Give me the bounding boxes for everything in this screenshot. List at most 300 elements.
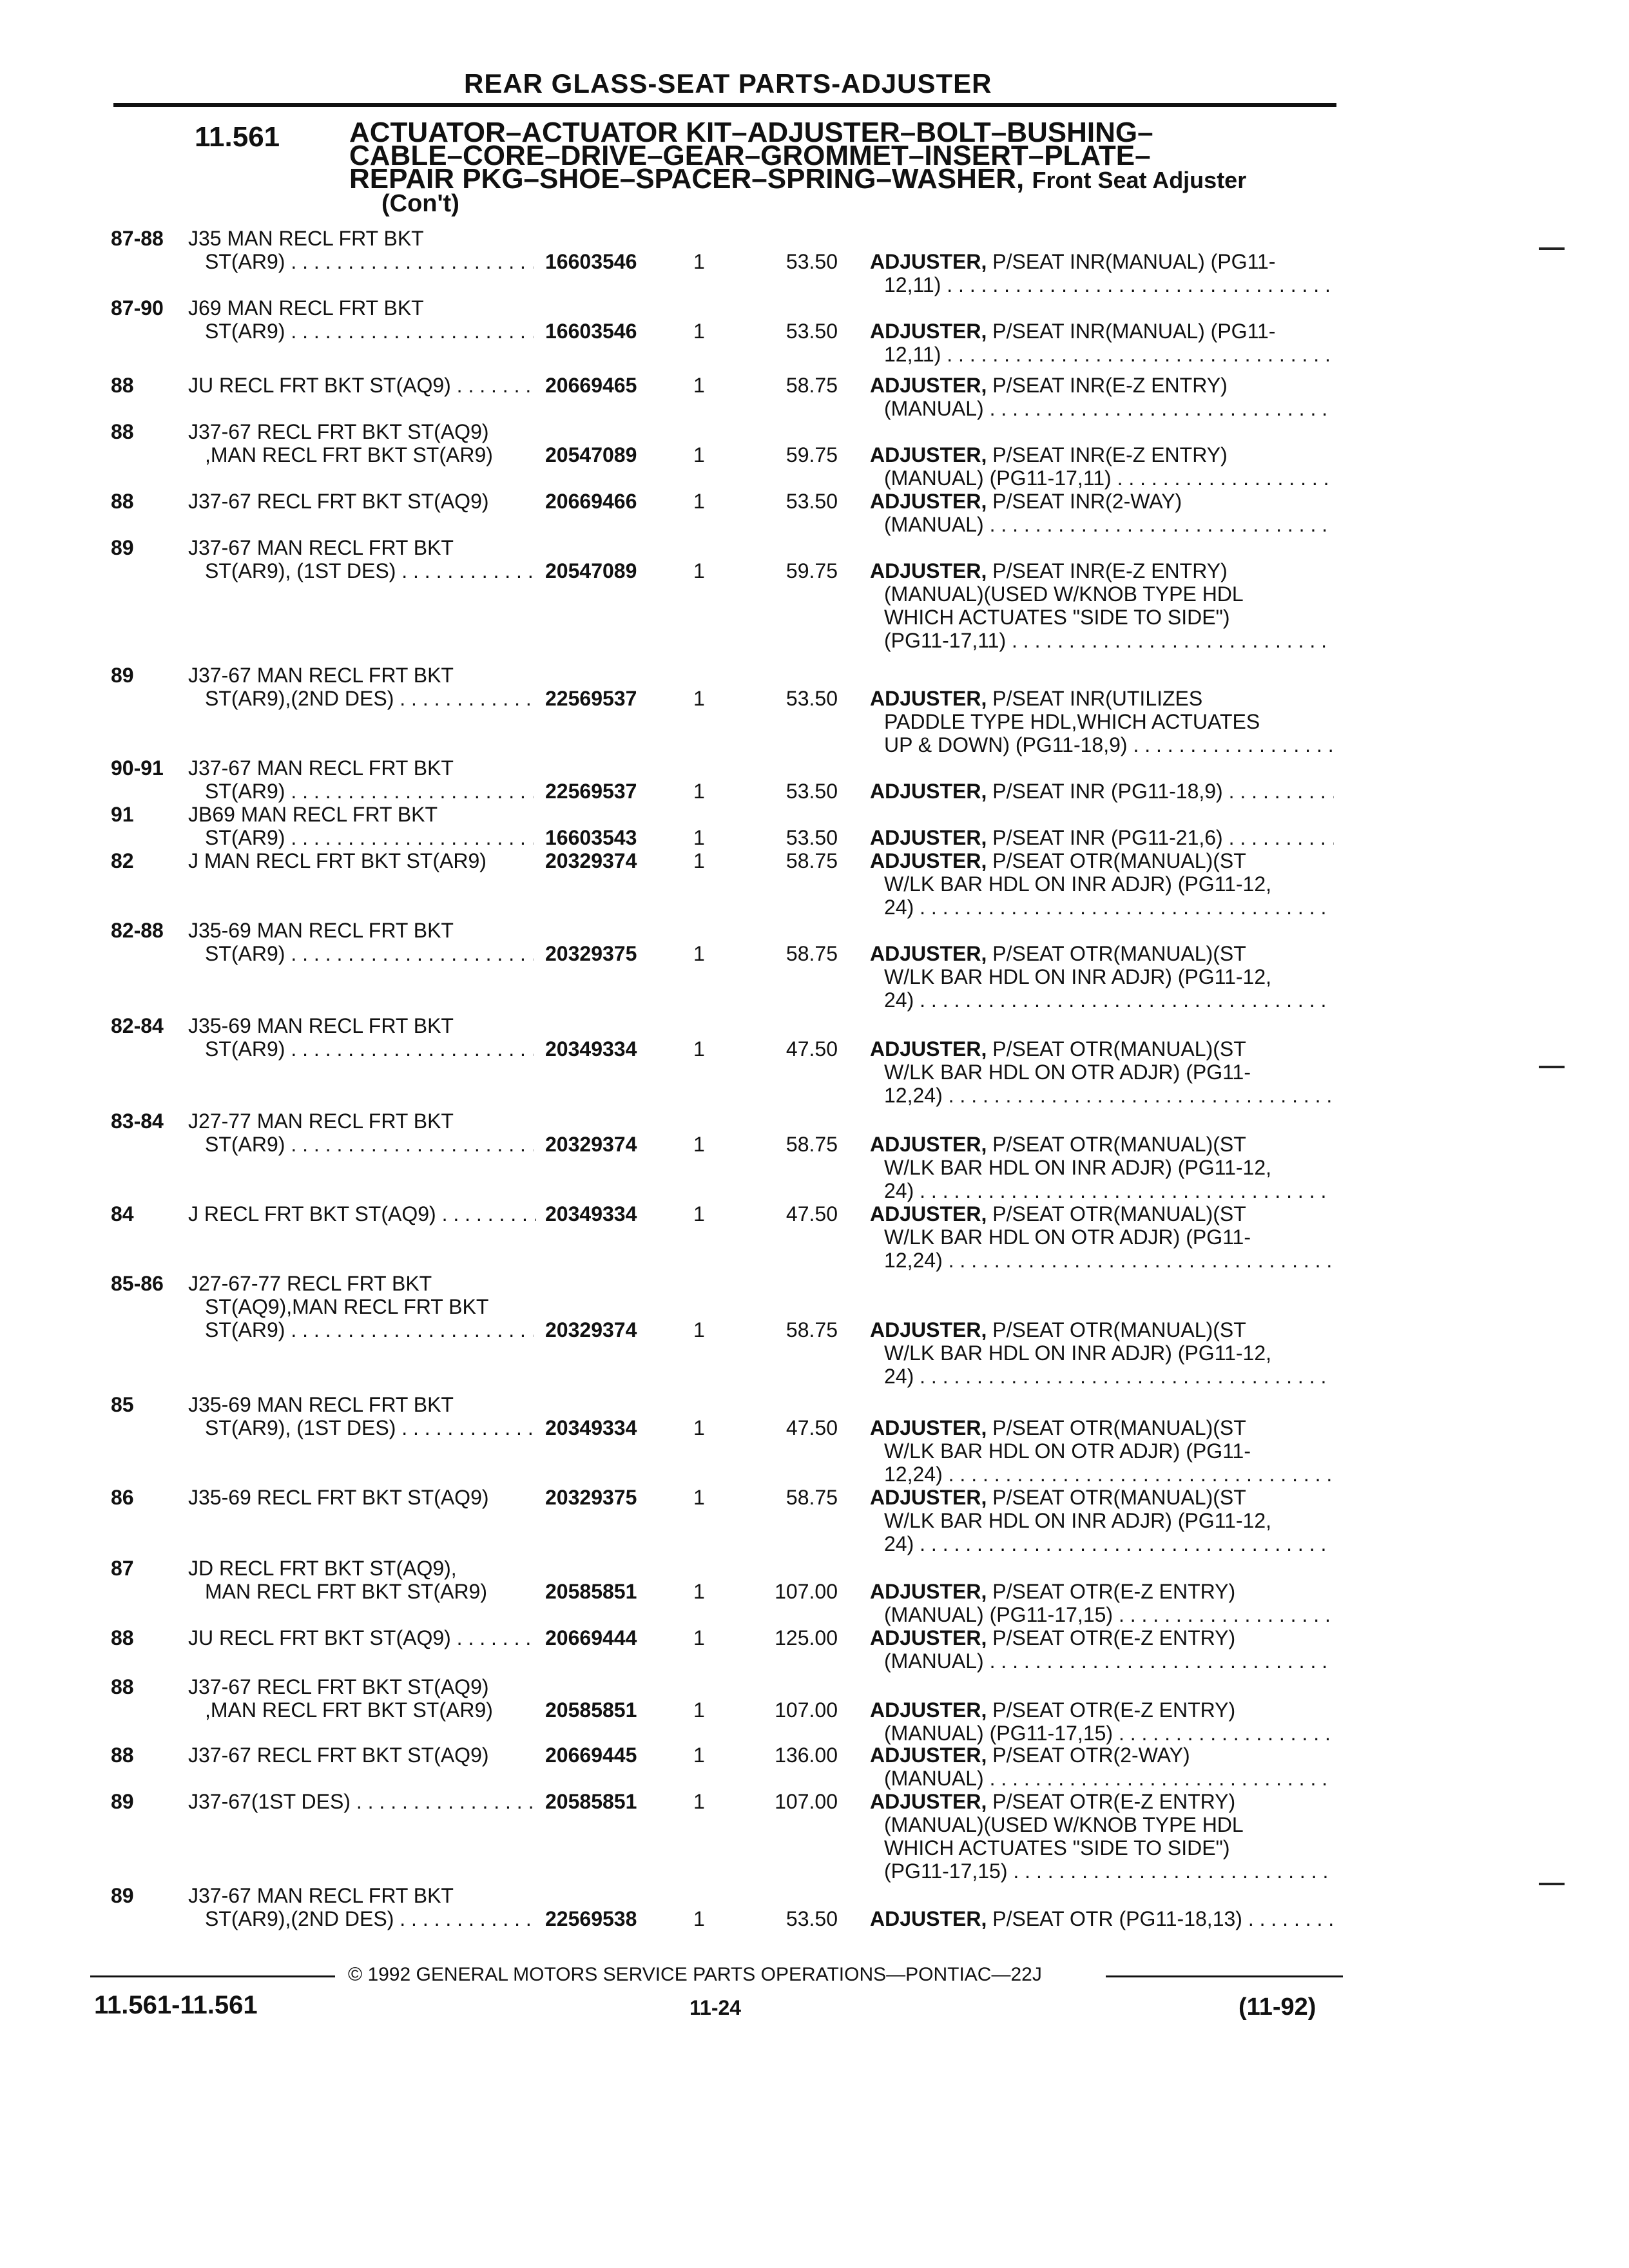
part-description-text: UP & DOWN) (PG11-18,9): [884, 733, 1128, 756]
part-description-line: [870, 1061, 1334, 1084]
part-description-line: [870, 490, 1334, 513]
price: 53.50: [786, 490, 838, 513]
model-year: 89: [111, 1790, 134, 1813]
part-description-line: [870, 1744, 1334, 1767]
part-description-line: [870, 320, 1334, 343]
part-name: ADJUSTER,: [870, 1416, 987, 1439]
application-description-cont: ST(AR9) . . .: [205, 780, 534, 803]
model-year: 88: [111, 1744, 134, 1767]
part-description-line: [870, 1439, 1334, 1463]
part-description-text: W/LK BAR HDL ON INR ADJR) (PG11-12,: [884, 872, 1272, 896]
part-description-text: 24): [884, 1532, 914, 1555]
model-year: 89: [111, 1884, 134, 1907]
part-description: [870, 1580, 1334, 1626]
part-description-text: P/SEAT INR(MANUAL) (PG11-: [992, 320, 1276, 343]
part-description-line: [870, 1603, 1334, 1626]
quantity: 1: [693, 849, 705, 872]
model-year: 85: [111, 1393, 134, 1416]
quantity: 1: [693, 942, 705, 965]
part-description-line: [870, 1698, 1334, 1722]
application-description-cont: ST(AR9),(2ND DES) . . .: [205, 1907, 534, 1930]
part-number: 20349334: [545, 1416, 637, 1439]
price: 58.75: [786, 374, 838, 397]
part-description-line: [870, 250, 1334, 273]
part-description-text: 12,11): [884, 343, 941, 366]
model-year: 88: [111, 1626, 134, 1649]
part-description-line: [870, 1486, 1334, 1509]
part-description-line: [870, 582, 1334, 606]
footer-rule-left: [90, 1975, 335, 1977]
model-year: 87: [111, 1557, 134, 1580]
part-description: [870, 490, 1334, 536]
part-description-line: [870, 896, 1334, 919]
application-description-cont: MAN RECL FRT BKT ST(AR9): [205, 1580, 487, 1603]
part-number: 20329375: [545, 942, 637, 965]
part-description-text: 24): [884, 1365, 914, 1388]
application-description: J RECL FRT BKT ST(AQ9) . . .: [188, 1202, 536, 1225]
quantity: 1: [693, 687, 705, 710]
footer-section-range: 11.561-11.561: [94, 1991, 258, 2019]
application-description: J69 MAN RECL FRT BKT: [188, 296, 424, 320]
part-description-line: [870, 780, 1334, 803]
part-name: ADJUSTER,: [870, 1202, 987, 1225]
part-description-text: 12,24): [884, 1463, 943, 1486]
part-description: [870, 250, 1334, 296]
application-description: J35-69 MAN RECL FRT BKT: [188, 1393, 454, 1416]
part-description-line: [870, 826, 1334, 849]
quantity: 1: [693, 780, 705, 803]
quantity: 1: [693, 826, 705, 849]
application-description: J35-69 MAN RECL FRT BKT: [188, 919, 454, 942]
part-name: ADJUSTER,: [870, 1318, 987, 1341]
application-description: J27-67-77 RECL FRT BKT: [188, 1272, 432, 1295]
part-number: 16603546: [545, 250, 637, 273]
header-rule: [113, 103, 1336, 107]
part-description-line: [870, 965, 1334, 988]
part-number: 20349334: [545, 1202, 637, 1225]
part-number: 16603543: [545, 826, 637, 849]
part-name: ADJUSTER,: [870, 490, 987, 513]
part-description-line: [870, 1813, 1334, 1836]
section-title-tail: Front Seat Adjuster: [1032, 167, 1247, 193]
part-description-text: 24): [884, 988, 914, 1012]
application-description-cont: ST(AR9) . . .: [205, 320, 534, 343]
part-description-line: [870, 1037, 1334, 1061]
price: 107.00: [775, 1790, 838, 1813]
part-description: [870, 687, 1334, 756]
part-description-text: P/SEAT OTR(MANUAL)(ST: [992, 942, 1246, 965]
part-description-line: [870, 606, 1334, 629]
part-description-text: 12,24): [884, 1249, 943, 1272]
price: 47.50: [786, 1416, 838, 1439]
part-description-line: [870, 710, 1334, 733]
price: 107.00: [775, 1580, 838, 1603]
part-description-text: P/SEAT OTR(MANUAL)(ST: [992, 1202, 1246, 1225]
part-description-text: (MANUAL)(USED W/KNOB TYPE HDL: [884, 1813, 1244, 1836]
part-description: [870, 1698, 1334, 1745]
part-description-text: P/SEAT INR(UTILIZES: [992, 687, 1203, 710]
part-name: ADJUSTER,: [870, 559, 987, 582]
application-description: J MAN RECL FRT BKT ST(AR9): [188, 849, 487, 872]
price: 53.50: [786, 250, 838, 273]
application-description-cont: ST(AR9) . . .: [205, 250, 534, 273]
part-description-line: [870, 872, 1334, 896]
part-number: 16603546: [545, 320, 637, 343]
part-description-line: [870, 1318, 1334, 1341]
part-name: ADJUSTER,: [870, 1698, 987, 1722]
price: 125.00: [775, 1626, 838, 1649]
part-number: 20547089: [545, 443, 637, 466]
part-name: ADJUSTER,: [870, 826, 987, 849]
quantity: 1: [693, 1486, 705, 1509]
price: 53.50: [786, 780, 838, 803]
part-description-line: [870, 466, 1334, 490]
part-description: [870, 1318, 1334, 1388]
part-description: [870, 1790, 1334, 1883]
quantity: 1: [693, 1744, 705, 1767]
quantity: 1: [693, 1626, 705, 1649]
part-description-line: [870, 1790, 1334, 1813]
part-name: ADJUSTER,: [870, 942, 987, 965]
part-description-text: 12,24): [884, 1084, 943, 1107]
part-description-line: [870, 1626, 1334, 1649]
part-description-line: [870, 1532, 1334, 1555]
part-description-text: (PG11-17,15): [884, 1860, 1008, 1883]
part-description-text: P/SEAT INR(2-WAY): [992, 490, 1182, 513]
part-description-text: P/SEAT INR (PG11-21,6): [992, 826, 1223, 849]
application-description: J37-67 MAN RECL FRT BKT: [188, 536, 454, 559]
part-description: [870, 374, 1334, 420]
part-number: 20669465: [545, 374, 637, 397]
application-description: J27-77 MAN RECL FRT BKT: [188, 1110, 454, 1133]
price: 47.50: [786, 1202, 838, 1225]
application-description: J35-69 MAN RECL FRT BKT: [188, 1014, 454, 1037]
quantity: 1: [693, 1416, 705, 1439]
application-description: J37-67 RECL FRT BKT ST(AQ9): [188, 1744, 489, 1767]
part-description: [870, 443, 1334, 490]
quantity: 1: [693, 1037, 705, 1061]
quantity: 1: [693, 1790, 705, 1813]
part-number: 20585851: [545, 1790, 637, 1813]
price: 59.75: [786, 559, 838, 582]
part-description-text: (MANUAL): [884, 1767, 984, 1790]
quantity: 1: [693, 1318, 705, 1341]
part-description-line: [870, 1341, 1334, 1365]
part-description-text: (MANUAL)(USED W/KNOB TYPE HDL: [884, 582, 1244, 606]
part-description: [870, 826, 1334, 849]
part-description-text: P/SEAT INR(MANUAL) (PG11-: [992, 250, 1276, 273]
part-description: [870, 1486, 1334, 1555]
part-description-line: [870, 1580, 1334, 1603]
model-year: 91: [111, 803, 134, 826]
part-description-text: P/SEAT OTR(E-Z ENTRY): [992, 1790, 1236, 1813]
part-description-text: P/SEAT OTR(MANUAL)(ST: [992, 1133, 1246, 1156]
part-description: [870, 320, 1334, 366]
model-year: 84: [111, 1202, 134, 1225]
model-year: 90-91: [111, 756, 164, 780]
part-description-text: WHICH ACTUATES "SIDE TO SIDE"): [884, 1836, 1230, 1860]
part-number: 20329374: [545, 1133, 637, 1156]
application-description: ST(AQ9),MAN RECL FRT BKT: [205, 1295, 489, 1318]
quantity: 1: [693, 320, 705, 343]
quantity: 1: [693, 490, 705, 513]
part-description-line: [870, 988, 1334, 1012]
part-description-text: W/LK BAR HDL ON INR ADJR) (PG11-12,: [884, 1341, 1272, 1365]
part-description-text: (PG11-17,11): [884, 629, 1007, 652]
copyright-notice: © 1992 GENERAL MOTORS SERVICE PARTS OPERATIONS—PONTIAC—22J: [348, 1964, 1042, 1985]
part-description: [870, 780, 1334, 803]
part-number: 20349334: [545, 1037, 637, 1061]
part-description-line: [870, 733, 1334, 756]
part-description: [870, 849, 1334, 919]
application-description: JU RECL FRT BKT ST(AQ9) . . .: [188, 374, 536, 397]
part-number: 20585851: [545, 1698, 637, 1722]
footer-rule-right: [1106, 1975, 1343, 1977]
part-name: ADJUSTER,: [870, 250, 987, 273]
part-name: ADJUSTER,: [870, 1037, 987, 1061]
part-description-text: (MANUAL): [884, 1649, 984, 1673]
margin-tick: [1539, 1883, 1565, 1885]
price: 58.75: [786, 1318, 838, 1341]
part-description-line: [870, 1907, 1334, 1930]
part-description-text: W/LK BAR HDL ON OTR ADJR) (PG11-: [884, 1061, 1251, 1084]
application-description: JD RECL FRT BKT ST(AQ9),: [188, 1557, 457, 1580]
application-description-cont: ST(AR9) . . .: [205, 1037, 534, 1061]
part-description-line: [870, 1202, 1334, 1225]
part-description-line: [870, 1133, 1334, 1156]
model-year: 82: [111, 849, 134, 872]
part-description-line: [870, 559, 1334, 582]
model-year: 89: [111, 536, 134, 559]
price: 53.50: [786, 826, 838, 849]
part-description-line: [870, 1084, 1334, 1107]
model-year: 88: [111, 374, 134, 397]
quantity: 1: [693, 443, 705, 466]
application-description: JB69 MAN RECL FRT BKT: [188, 803, 438, 826]
footer-date: (11-92): [1239, 1994, 1316, 2021]
application-description-cont: ST(AR9) . . .: [205, 942, 534, 965]
part-description-text: WHICH ACTUATES "SIDE TO SIDE"): [884, 606, 1230, 629]
part-description-text: P/SEAT INR(E-Z ENTRY): [992, 559, 1228, 582]
part-description: [870, 1202, 1334, 1272]
part-name: ADJUSTER,: [870, 320, 987, 343]
part-description-text: P/SEAT OTR(MANUAL)(ST: [992, 1037, 1246, 1061]
part-description-text: P/SEAT OTR(2-WAY): [992, 1744, 1190, 1767]
part-description-line: [870, 397, 1334, 420]
model-year: 87-88: [111, 227, 164, 250]
model-year: 88: [111, 1675, 134, 1698]
application-description: J37-67 RECL FRT BKT ST(AQ9): [188, 420, 489, 443]
part-name: ADJUSTER,: [870, 1580, 987, 1603]
part-number: 20329375: [545, 1486, 637, 1509]
part-description: [870, 1037, 1334, 1107]
part-description-line: [870, 1249, 1334, 1272]
part-description: [870, 1416, 1334, 1486]
part-description-text: P/SEAT OTR(E-Z ENTRY): [992, 1626, 1236, 1649]
part-description-line: [870, 1416, 1334, 1439]
price: 47.50: [786, 1037, 838, 1061]
margin-tick: [1539, 1066, 1565, 1068]
part-number: 20329374: [545, 1318, 637, 1341]
part-description-text: P/SEAT OTR(MANUAL)(ST: [992, 849, 1246, 872]
part-description: [870, 1626, 1334, 1673]
section-title: [349, 117, 1354, 217]
application-description-cont: ,MAN RECL FRT BKT ST(AR9): [205, 443, 493, 466]
part-description-text: W/LK BAR HDL ON INR ADJR) (PG11-12,: [884, 1156, 1272, 1179]
model-year: 85-86: [111, 1272, 164, 1295]
part-number: 22569537: [545, 687, 637, 710]
part-name: ADJUSTER,: [870, 687, 987, 710]
part-description-line: [870, 1156, 1334, 1179]
part-name: ADJUSTER,: [870, 780, 987, 803]
part-description-text: P/SEAT INR (PG11-18,9): [992, 780, 1223, 803]
part-description-line: [870, 273, 1334, 296]
part-number: 20329374: [545, 849, 637, 872]
application-description-cont: ST(AR9) . . .: [205, 1133, 534, 1156]
quantity: 1: [693, 1133, 705, 1156]
part-description-text: W/LK BAR HDL ON INR ADJR) (PG11-12,: [884, 965, 1272, 988]
part-description-line: [870, 849, 1334, 872]
part-description-line: [870, 687, 1334, 710]
part-name: ADJUSTER,: [870, 1790, 987, 1813]
part-name: ADJUSTER,: [870, 1744, 987, 1767]
part-description: [870, 1744, 1334, 1790]
part-description-text: P/SEAT OTR (PG11-18,13): [992, 1907, 1242, 1930]
price: 59.75: [786, 443, 838, 466]
part-description-text: W/LK BAR HDL ON OTR ADJR) (PG11-: [884, 1225, 1251, 1249]
part-description-text: P/SEAT INR(E-Z ENTRY): [992, 443, 1228, 466]
model-year: 86: [111, 1486, 134, 1509]
part-description-text: 24): [884, 1179, 914, 1202]
part-description-line: [870, 1365, 1334, 1388]
part-description-text: W/LK BAR HDL ON OTR ADJR) (PG11-: [884, 1439, 1251, 1463]
part-description-text: P/SEAT OTR(MANUAL)(ST: [992, 1318, 1246, 1341]
part-description-text: (MANUAL) (PG11-17,15): [884, 1722, 1113, 1745]
part-number: 20547089: [545, 559, 637, 582]
model-year: 83-84: [111, 1110, 164, 1133]
part-description-text: (MANUAL): [884, 513, 984, 536]
application-description: J37-67(1ST DES) . . .: [188, 1790, 536, 1813]
quantity: 1: [693, 250, 705, 273]
price: 53.50: [786, 320, 838, 343]
part-name: ADJUSTER,: [870, 849, 987, 872]
part-description-text: P/SEAT OTR(MANUAL)(ST: [992, 1486, 1246, 1509]
part-description-line: [870, 1179, 1334, 1202]
part-description: [870, 942, 1334, 1012]
part-number: 20669444: [545, 1626, 637, 1649]
part-description-text: 24): [884, 896, 914, 919]
application-description-cont: ,MAN RECL FRT BKT ST(AR9): [205, 1698, 493, 1722]
quantity: 1: [693, 1202, 705, 1225]
section-continued: (Con't): [381, 190, 459, 217]
application-description-cont: ST(AR9) . . .: [205, 826, 534, 849]
application-description: J37-67 RECL FRT BKT ST(AQ9): [188, 1675, 489, 1698]
application-description: JU RECL FRT BKT ST(AQ9) . . .: [188, 1626, 536, 1649]
application-description: J35 MAN RECL FRT BKT: [188, 227, 424, 250]
application-description-cont: ST(AR9), (1ST DES) . . .: [205, 1416, 534, 1439]
quantity: 1: [693, 1580, 705, 1603]
part-description-line: [870, 513, 1334, 536]
price: 58.75: [786, 1486, 838, 1509]
price: 58.75: [786, 942, 838, 965]
application-description: J35-69 RECL FRT BKT ST(AQ9): [188, 1486, 489, 1509]
part-description-text: W/LK BAR HDL ON INR ADJR) (PG11-12,: [884, 1509, 1272, 1532]
application-description-cont: ST(AR9) . . .: [205, 1318, 534, 1341]
part-description-line: [870, 942, 1334, 965]
application-description-cont: ST(AR9),(2ND DES) . . .: [205, 687, 534, 710]
price: 53.50: [786, 1907, 838, 1930]
part-description-line: [870, 1767, 1334, 1790]
part-description-text: (MANUAL) (PG11-17,11): [884, 466, 1112, 490]
model-year: 89: [111, 664, 134, 687]
price: 58.75: [786, 849, 838, 872]
part-name: ADJUSTER,: [870, 443, 987, 466]
part-description-line: [870, 1860, 1334, 1883]
part-number: 22569538: [545, 1907, 637, 1930]
application-description-cont: ST(AR9), (1ST DES) . . .: [205, 559, 534, 582]
page-title: REAR GLASS-SEAT PARTS-ADJUSTER: [464, 68, 992, 99]
price: 107.00: [775, 1698, 838, 1722]
part-number: 22569537: [545, 780, 637, 803]
part-description-text: P/SEAT OTR(E-Z ENTRY): [992, 1698, 1236, 1722]
part-description-text: P/SEAT OTR(E-Z ENTRY): [992, 1580, 1236, 1603]
model-year: 82-88: [111, 919, 164, 942]
part-description-line: [870, 1509, 1334, 1532]
part-name: ADJUSTER,: [870, 1626, 987, 1649]
quantity: 1: [693, 1907, 705, 1930]
part-number: 20585851: [545, 1580, 637, 1603]
price: 136.00: [775, 1744, 838, 1767]
part-number: 20669445: [545, 1744, 637, 1767]
model-year: 82-84: [111, 1014, 164, 1037]
model-year: 88: [111, 420, 134, 443]
part-description-text: 12,11): [884, 273, 941, 296]
section-number: 11.561: [195, 121, 280, 153]
part-description-line: [870, 443, 1334, 466]
footer-page-number: 11-24: [689, 1996, 742, 2019]
part-name: ADJUSTER,: [870, 1907, 987, 1930]
section-title-line: ACTUATOR–ACTUATOR KIT–ADJUSTER–BOLT–BUSHING–: [349, 117, 1153, 148]
part-description: [870, 559, 1334, 652]
part-description-text: (MANUAL): [884, 397, 984, 420]
price: 53.50: [786, 687, 838, 710]
part-description: [870, 1907, 1334, 1930]
part-description-line: [870, 1722, 1334, 1745]
part-description-text: P/SEAT INR(E-Z ENTRY): [992, 374, 1228, 397]
part-number: 20669466: [545, 490, 637, 513]
part-description-line: [870, 1836, 1334, 1860]
price: 58.75: [786, 1133, 838, 1156]
quantity: 1: [693, 559, 705, 582]
section-title-line: REPAIR PKG–SHOE–SPACER–SPRING–WASHER, Front Seat Adjuster: [349, 163, 1247, 195]
part-description-text: (MANUAL) (PG11-17,15): [884, 1603, 1113, 1626]
part-description-line: [870, 629, 1334, 652]
part-description-line: [870, 1649, 1334, 1673]
application-description: J37-67 MAN RECL FRT BKT: [188, 756, 454, 780]
part-description-line: [870, 343, 1334, 366]
application-description: J37-67 RECL FRT BKT ST(AQ9): [188, 490, 489, 513]
part-description-line: [870, 374, 1334, 397]
part-description-text: PADDLE TYPE HDL,WHICH ACTUATES: [884, 710, 1260, 733]
quantity: 1: [693, 1698, 705, 1722]
part-description: [870, 1133, 1334, 1202]
application-description: J37-67 MAN RECL FRT BKT: [188, 1884, 454, 1907]
part-name: ADJUSTER,: [870, 374, 987, 397]
section-title-line: CABLE–CORE–DRIVE–GEAR–GROMMET–INSERT–PLATE–: [349, 140, 1151, 171]
quantity: 1: [693, 374, 705, 397]
margin-tick: [1539, 247, 1565, 250]
model-year: 87-90: [111, 296, 164, 320]
